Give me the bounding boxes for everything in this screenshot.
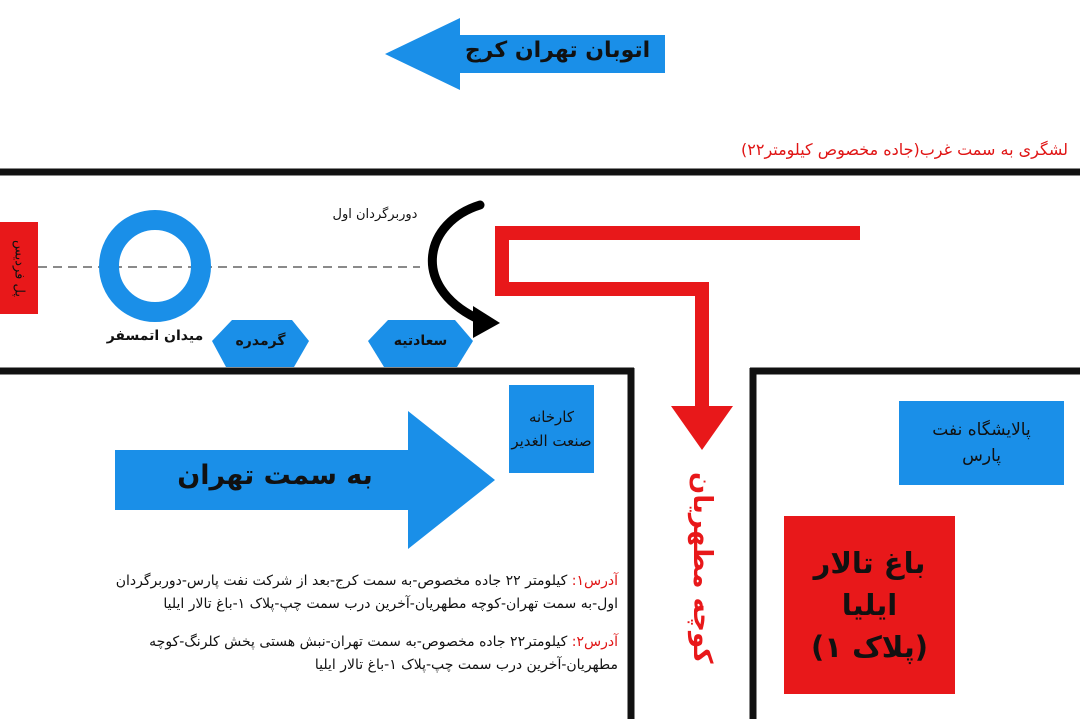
circle-ring-icon bbox=[109, 220, 201, 312]
uturn-label: دوربرگردان اول bbox=[332, 207, 418, 222]
station-label-saadatieh: سعادتیه bbox=[393, 333, 448, 349]
factory-label: کارخانه صنعت الغدیر bbox=[511, 408, 592, 450]
uturn-arrowhead bbox=[473, 306, 500, 338]
factory-box bbox=[509, 385, 594, 473]
garden-box bbox=[784, 516, 955, 694]
address-1-line-1: کیلومتر ۲۲ جاده مخصوص-به سمت کرج-بعد از شرکت نفت پارس-دوربرگردان bbox=[115, 573, 568, 589]
left-box-label: پل فردیس bbox=[11, 239, 27, 297]
address-2-line-2: مطهریان-آخرین درب سمت چپ-پلاک ۱-باغ تالار ایلیا bbox=[314, 657, 618, 673]
red-route-arrowhead bbox=[671, 406, 733, 450]
address-2-line-1: کیلومتر۲۲ جاده مخصوص-به سمت تهران-نبش هستی پخش کلرنگ-کوچه bbox=[149, 634, 568, 650]
address-1-line-2: اول-به سمت تهران-کوچه مطهریان-آخرین درب سمت چپ-پلاک ۱-باغ تالار ایلیا bbox=[163, 596, 618, 612]
red-route-path bbox=[502, 233, 860, 410]
address-1 bbox=[18, 570, 618, 616]
tehran-arrow-label: به سمت تهران bbox=[177, 460, 373, 491]
top-arrow-label: اتوبان تهران کرج bbox=[464, 38, 651, 63]
address-2 bbox=[18, 631, 618, 677]
garden-line-2: ایلیا bbox=[841, 588, 898, 622]
address-2-label: آدرس۲: bbox=[571, 634, 618, 650]
station-label-garmdareh: گرمدره bbox=[235, 333, 286, 349]
roundabout-label: میدان اتمسفر bbox=[106, 328, 204, 344]
address-1-label: آدرس۱: bbox=[571, 573, 618, 589]
refinery-label: پالایشگاه نفت پارس bbox=[932, 420, 1031, 466]
refinery-box bbox=[899, 401, 1064, 485]
street-label: کوچه مطهریان bbox=[687, 472, 717, 664]
garden-line-1: باغ تالار bbox=[813, 546, 926, 580]
street-label-wrap bbox=[664, 452, 740, 684]
garden-line-3: (پلاک ۱) bbox=[811, 630, 928, 664]
curved-arrow-icon bbox=[432, 205, 480, 318]
highway-label: لشگری به سمت غرب(جاده مخصوص کیلومتر۲۲) bbox=[741, 140, 1068, 159]
